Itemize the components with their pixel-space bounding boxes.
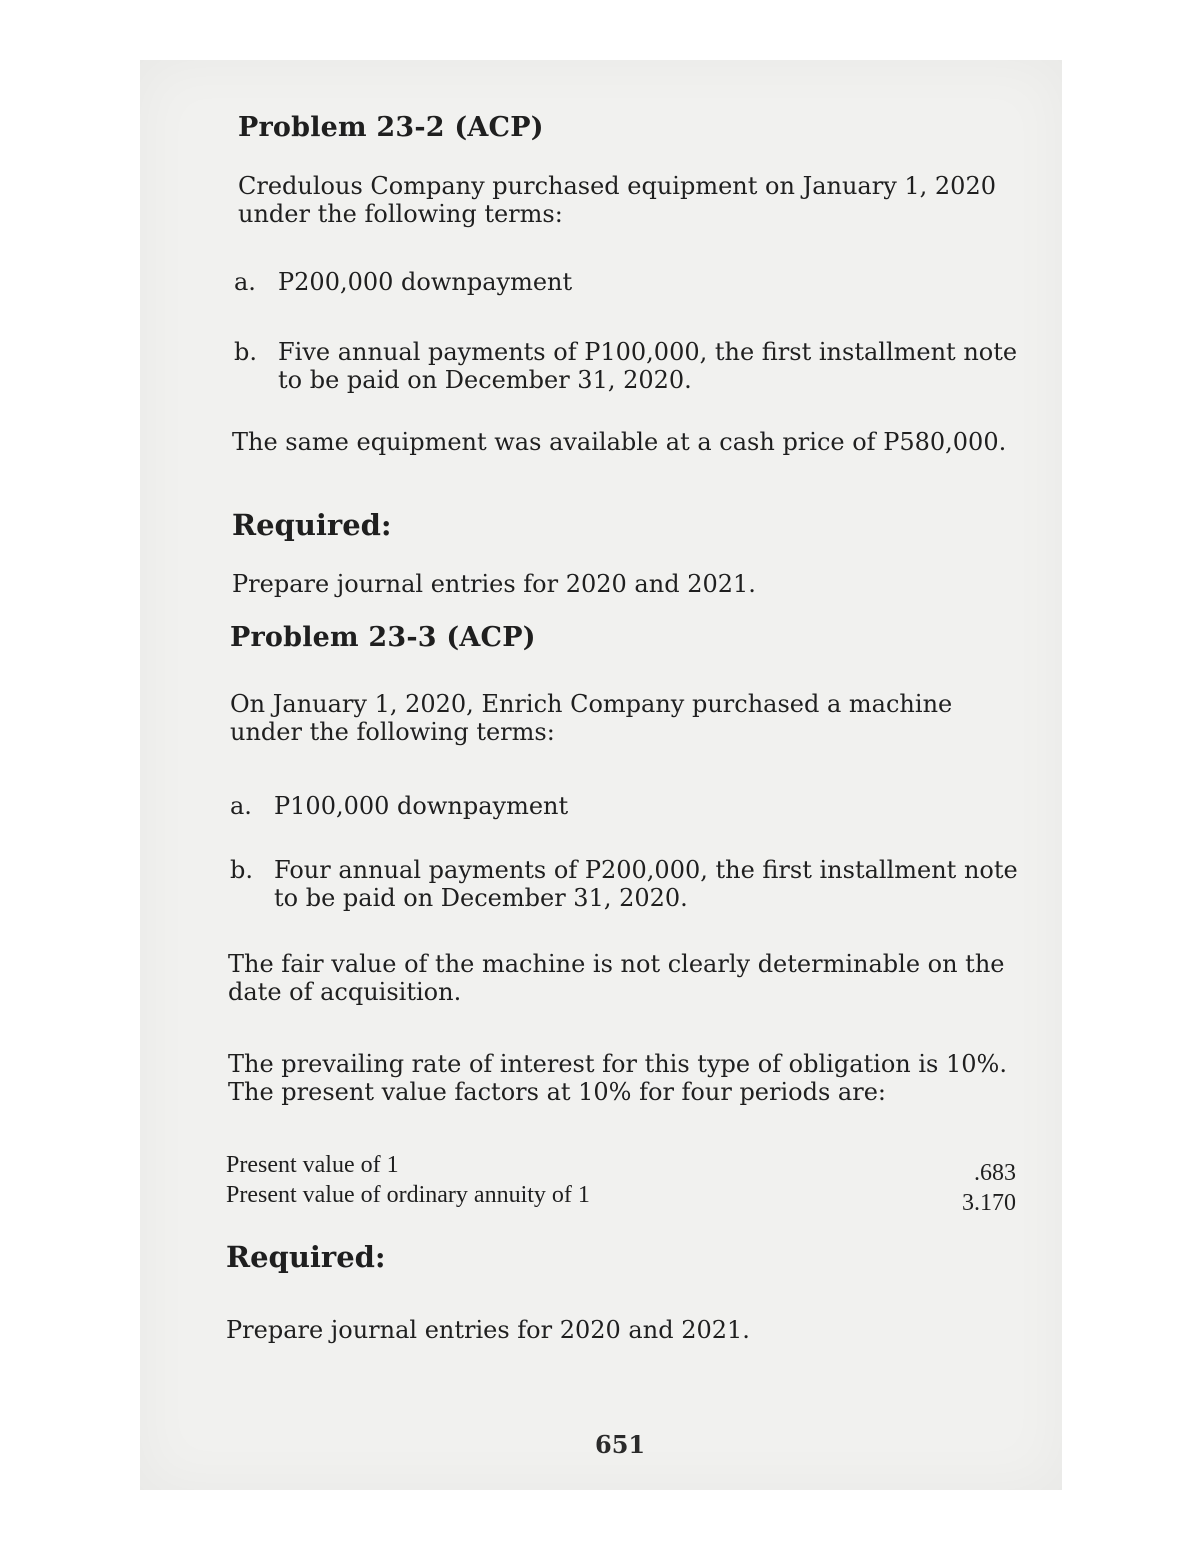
problem-23-3-fair-value-note: The fair value of the machine is not clearly determinable on the date of acquisition.: [228, 950, 1005, 1006]
page-number: 651: [595, 1430, 646, 1459]
problem-23-3-rate-note: The prevailing rate of interest for this type of obligation is 10%. The present value factors at 10% for four periods are:: [228, 1050, 1007, 1106]
item-text: P100,000 downpayment: [274, 792, 569, 820]
book-page: [140, 60, 1062, 1490]
pv-factor-value: 3.170: [962, 1190, 1016, 1216]
problem-23-3-intro: On January 1, 2020, Enrich Company purchased a machine under the following terms:: [230, 690, 953, 746]
problem-23-2-title: Problem 23-2 (ACP): [238, 112, 544, 143]
problem-23-3-required-text: Prepare journal entries for 2020 and 2021.: [226, 1316, 750, 1344]
pv-factor-row: [226, 1152, 1016, 1186]
problem-23-3-title: Problem 23-3 (ACP): [230, 622, 536, 653]
item-letter: a.: [234, 268, 256, 296]
item-letter: a.: [230, 792, 252, 820]
problem-23-2-item-a: [234, 268, 1044, 298]
problem-23-2-cash-price-note: The same equipment was available at a cash price of P580,000.: [232, 428, 1007, 456]
problem-23-2-required-label: Required:: [232, 508, 392, 542]
pv-factor-value: .683: [974, 1160, 1016, 1186]
problem-23-2-required-text: Prepare journal entries for 2020 and 2021.: [232, 570, 756, 598]
problem-23-2-item-b: [234, 338, 1044, 396]
problem-23-3-required-label: Required:: [226, 1240, 386, 1274]
pv-factor-label: Present value of ordinary annuity of 1: [226, 1182, 590, 1208]
problem-23-2-intro: Credulous Company purchased equipment on January 1, 2020 under the following terms:: [238, 172, 996, 228]
item-letter: b.: [230, 856, 253, 884]
problem-23-3-item-b: [230, 856, 1040, 914]
item-letter: b.: [234, 338, 257, 366]
pv-factor-row: [226, 1182, 1016, 1216]
item-text: Five annual payments of P100,000, the first installment note to be paid on December 31, 2020.: [278, 338, 1018, 394]
item-text: Four annual payments of P200,000, the first installment note to be paid on December 31, 2020.: [274, 856, 1018, 912]
item-text: P200,000 downpayment: [278, 268, 573, 296]
problem-23-3-item-a: [230, 792, 1040, 822]
pv-factor-label: Present value of 1: [226, 1152, 399, 1178]
